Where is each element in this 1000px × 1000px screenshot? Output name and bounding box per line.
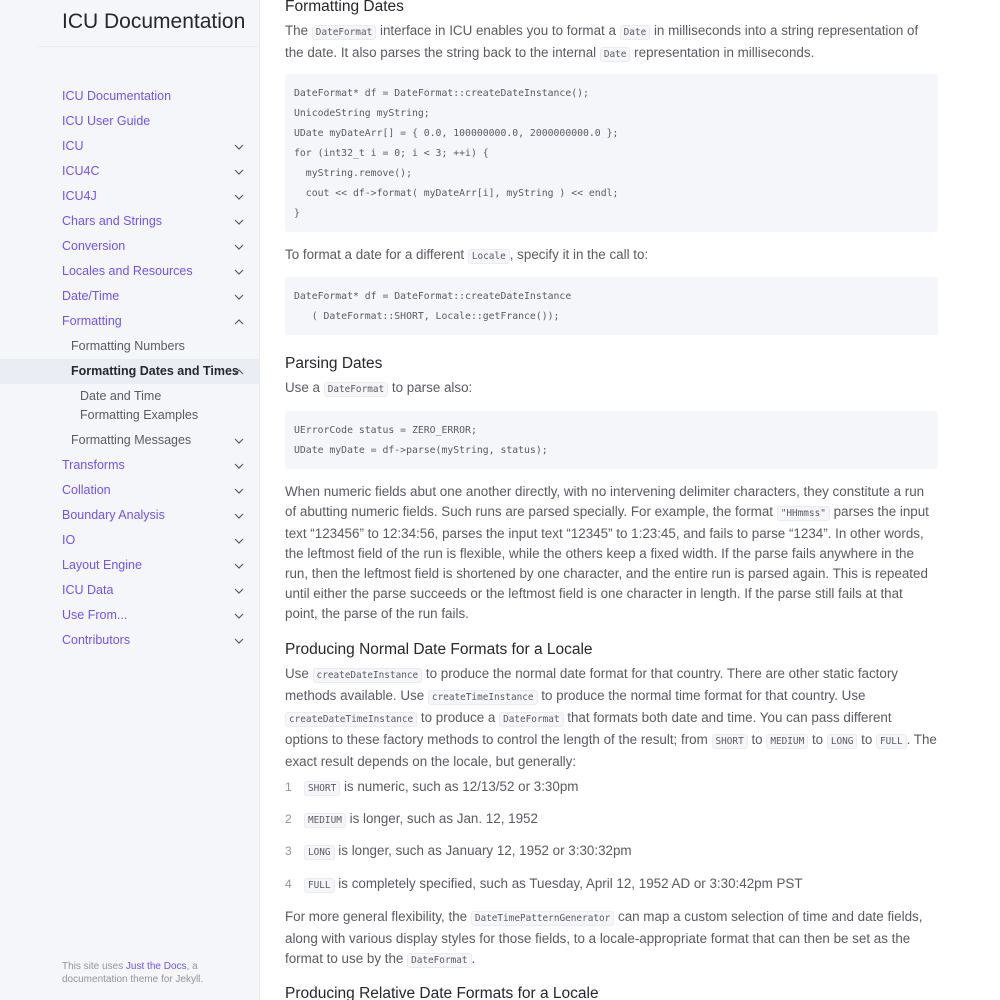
nav-item-boundary-analysis[interactable]: Boundary Analysis [0, 503, 259, 528]
chevron-down-icon[interactable] [231, 453, 247, 478]
chevron-down-icon[interactable] [231, 259, 247, 284]
nav-item-icu-documentation[interactable]: ICU Documentation [62, 89, 172, 103]
chevron-down-icon[interactable] [231, 503, 247, 528]
nav-item-formatting-numbers[interactable]: Formatting Numbers [71, 339, 185, 353]
nav-item-formatting[interactable]: Formatting [0, 309, 259, 334]
paragraph-create-instance: Use createDateInstance to produce the normal date format for that country. There are other static factory methods available. Use createTimeInstance to produce the normal time format for that country. Use createDateTimeInstance to produce a DateFormat that formats both date and time. You can pass different options to these factory methods to control the length of the result; from SHORT to MEDIUM to LONG to FULL . The exact result depends on the locale, but generally: [285, 666, 937, 769]
nav-item-icu-data[interactable]: ICU Data [0, 578, 259, 603]
site-header [38, 0, 259, 47]
chevron-down-icon[interactable] [231, 134, 247, 159]
chevron-down-icon[interactable] [231, 159, 247, 184]
chevron-down-icon[interactable] [231, 184, 247, 209]
list-item: 4 FULL is completely specified, such as Tuesday, April 12, 1952 AD or 3:30:42pm PST [285, 876, 803, 891]
nav-item-conversion[interactable]: Conversion [0, 234, 259, 259]
nav-item-formatting-dates-and-times[interactable]: Formatting Dates and Times [0, 359, 259, 384]
nav-item-use-from[interactable]: Use From... [0, 603, 259, 628]
paragraph-pattern-generator: For more general flexibility, the DateTimePatternGenerator can map a custom selection of time and date fields, along with various display styles for those fields, to a locale-appropriate format that can then be set as the format to use by the DateFormat . [285, 909, 923, 966]
code-block-locale: DateFormat* df = DateFormat::createDateInstance ( DateFormat::SHORT, Locale::getFrance()); [285, 277, 938, 335]
just-the-docs-link[interactable]: Just the Docs [125, 961, 187, 972]
list-item: 3 LONG is longer, such as January 12, 1952 or 3:30:32pm [285, 843, 632, 858]
code-block-parse: UErrorCode status = ZERO_ERROR; UDate myDate = df->parse(myString, status); [285, 411, 938, 469]
chevron-down-icon[interactable] [231, 528, 247, 553]
nav-item-chars-and-strings[interactable]: Chars and Strings [0, 209, 259, 234]
heading-formatting-dates: Formatting Dates [285, 0, 404, 15]
nav-item-date-time[interactable]: Date/Time [0, 284, 259, 309]
nav-item-locales-and-resources[interactable]: Locales and Resources [0, 259, 259, 284]
nav-item-date-and-time-formatting-examples[interactable]: Date and Time Formatting Examples [80, 389, 199, 422]
chevron-down-icon[interactable] [231, 428, 247, 453]
sidebar-nav [0, 84, 259, 653]
nav-item-icu4j[interactable]: ICU4J [0, 184, 259, 209]
list-item: 1 SHORT is numeric, such as 12/13/52 or 3:30pm [285, 779, 579, 794]
chevron-up-icon[interactable] [231, 359, 247, 384]
nav-item-transforms[interactable]: Transforms [0, 453, 259, 478]
chevron-down-icon[interactable] [231, 553, 247, 578]
sidebar-footer: This site uses Just the Docs, a documentation theme for Jekyll. [62, 961, 204, 985]
chevron-up-icon[interactable] [231, 309, 247, 334]
nav-item-icu-user-guide[interactable]: ICU User Guide [62, 114, 151, 128]
list-item: 2 MEDIUM is longer, such as Jan. 12, 1952 [285, 811, 538, 826]
chevron-down-icon[interactable] [231, 603, 247, 628]
site-title[interactable]: ICU Documentation [62, 10, 246, 33]
chevron-down-icon[interactable] [231, 234, 247, 259]
nav-item-icu[interactable]: ICU [0, 134, 259, 159]
chevron-down-icon[interactable] [231, 209, 247, 234]
heading-normal-date-formats: Producing Normal Date Formats for a Locale [285, 641, 593, 658]
chevron-down-icon[interactable] [231, 578, 247, 603]
nav-item-collation[interactable]: Collation [0, 478, 259, 503]
nav-item-contributors[interactable]: Contributors [0, 628, 259, 653]
code-block-format: DateFormat* df = DateFormat::createDateInstance(); UnicodeString myString; UDate myDateArr[] = { 0.0, 100000000.0, 2000000000.0 }; for (int32_t i = 0; i < 3; ++i) { myString.remove(); cout << df->format( myDateArr[i], myString ) << endl; } [285, 74, 938, 232]
paragraph-locale: To format a date for a different Locale , specify it in the call to: [285, 247, 649, 262]
chevron-down-icon[interactable] [231, 478, 247, 503]
paragraph-parse: Use a DateFormat to parse also: [285, 380, 473, 395]
heading-parsing-dates: Parsing Dates [285, 355, 383, 372]
nav-item-io[interactable]: IO [0, 528, 259, 553]
nav-item-formatting-messages[interactable]: Formatting Messages [0, 428, 259, 453]
nav-item-icu4c[interactable]: ICU4C [0, 159, 259, 184]
paragraph-dateformat-intro: The DateFormat interface in ICU enables you to format a Date in milliseconds into a string representation of the date. It also parses the string back to the internal Date representation in milliseconds. [285, 23, 919, 60]
paragraph-numeric-fields: When numeric fields abut one another directly, with no intervening delimiter characters, they constitute a run of abutting numeric fields. Such runs are parsed specially. For example, the format "HHmmss" parses the input text “123456” to 12:34:56, parses the input text “12345” to 1:23:45, and fails to parse “1234”. In other words, the leftmost field of the run is flexible, while the others keep a fixed width. If the parse fails anywhere in the run, then the leftmost field is shortened by one character, and the entire run is parsed again. This is repeated until either the parse succeeds or the leftmost field is one character in length. If the parse still fails at that point, the parse of the run fails. [285, 484, 929, 621]
chevron-down-icon[interactable] [231, 284, 247, 309]
nav-item-layout-engine[interactable]: Layout Engine [0, 553, 259, 578]
chevron-down-icon[interactable] [231, 628, 247, 653]
heading-relative-date-formats: Producing Relative Date Formats for a Locale [285, 985, 599, 1000]
sidebar [0, 0, 260, 1000]
